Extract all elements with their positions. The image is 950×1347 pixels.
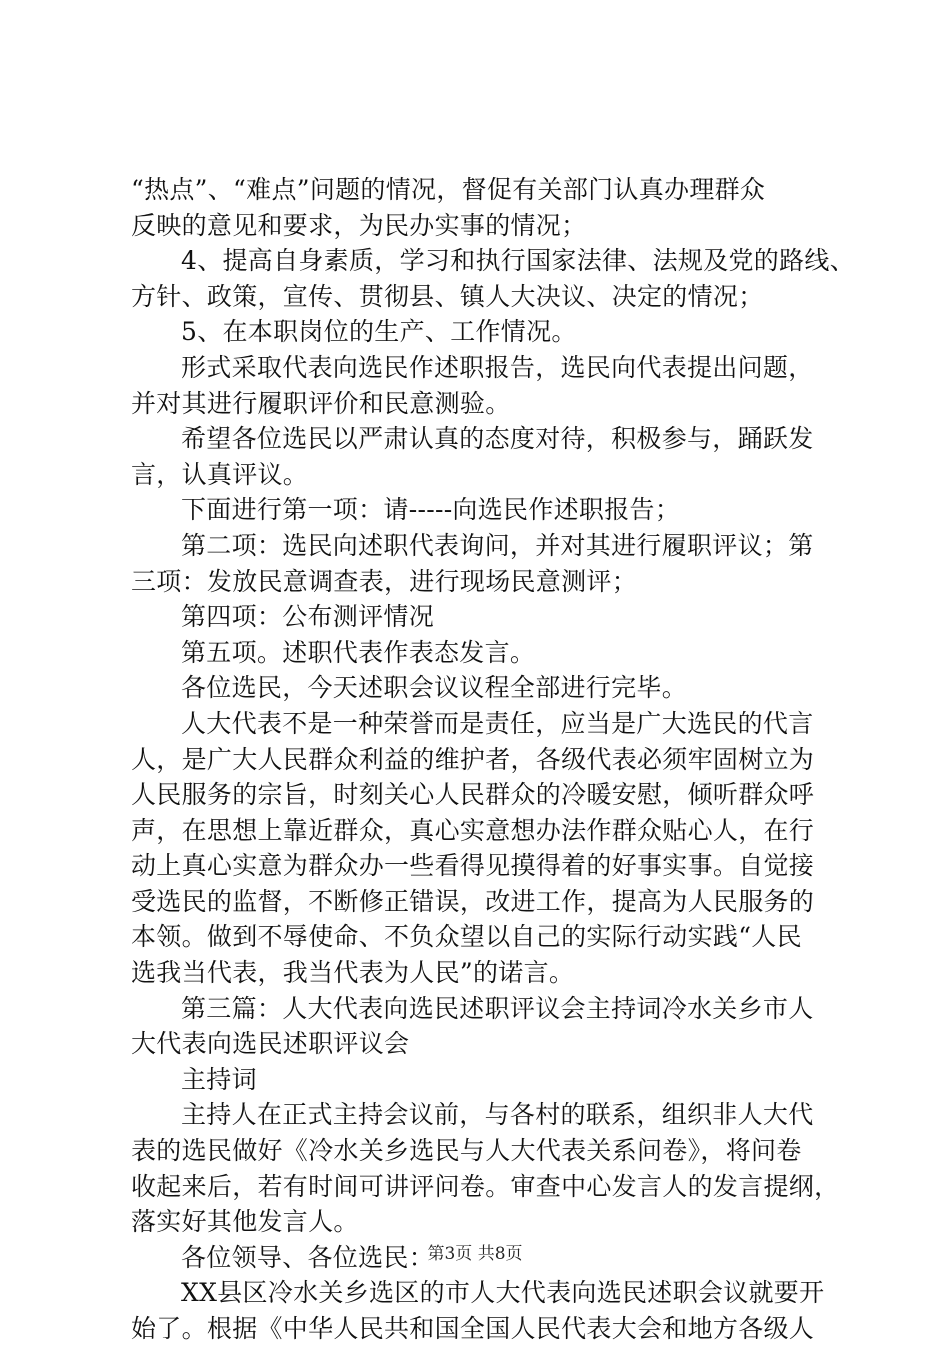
text-line: 第四项：公布测评情况 [181, 602, 435, 632]
text-line: “热点”、“难点”问题的情况，督促有关部门认真办理群众 [131, 175, 766, 204]
text-line: 方针、政策，宣传、贯彻县、镇人大决议、决定的情况； [131, 281, 764, 311]
text-line: 希望各位选民以严肃认真的态度对待，积极参与，踊跃发 [181, 424, 814, 454]
text-line: 形式采取代表向选民作述职报告，选民向代表提出问题， [181, 352, 814, 382]
text-line: 主持人在正式主持会议前，与各村的联系，组织非人大代 [181, 1100, 814, 1130]
text-line: 选我当代表，我当代表为人民”的诺言。 [131, 958, 575, 988]
text-line: 表的选民做好《冷水关乡选民与人大代表关系问卷》，将问卷 [131, 1136, 802, 1166]
text-line: 人大代表不是一种荣誉而是责任，应当是广大选民的代言 [181, 708, 814, 738]
text-line: 三项：发放民意调查表，进行现场民意测评； [131, 566, 638, 596]
text-line: 始了。根据《中华人民共和国全国人民代表大会和地方各级人 [131, 1314, 815, 1343]
text-line: 第二项：选民向述职代表询问，并对其进行履职评议；第 [181, 530, 814, 560]
text-line: 收起来后，若有时间可讲评问卷。审查中心发言人的发言提纲， [131, 1171, 840, 1201]
text-line: 本领。做到不辱使命、不负众望以自己的实际行动实践“人民 [131, 922, 802, 952]
text-line: 落实好其他发言人。 [131, 1207, 359, 1237]
text-line: XX县区冷水关乡选区的市人大代表向选民述职会议就要开 [181, 1278, 825, 1308]
text-line: 声，在思想上靠近群众，真心实意想办法作群众贴心人，在行 [131, 815, 815, 845]
text-line: 第五项。述职代表作表态发言。 [181, 637, 536, 667]
text-line: 动上真心实意为群众办一些看得见摸得着的好事实事。自觉接 [131, 851, 815, 881]
text-line: 人民服务的宗旨，时刻关心人民群众的冷暖安慰，倾听群众呼 [131, 780, 815, 810]
text-line: 主持词 [181, 1064, 257, 1094]
text-line: 人，是广大人民群众利益的维护者，各级代表必须牢固树立为 [131, 744, 815, 774]
text-line: 并对其进行履职评价和民意测验。 [131, 388, 511, 418]
text-line: 言，认真评议。 [131, 459, 309, 489]
page-footer: 第3页 共8页 [427, 1244, 523, 1264]
text-line: 4、提高自身素质，学习和执行国家法律、法规及党的路线、 [181, 246, 856, 276]
text-line: 下面进行第一项：请-----向选民作述职报告； [181, 495, 681, 525]
text-line: 5、在本职岗位的生产、工作情况。 [181, 317, 577, 347]
text-line: 各位领导、各位选民： [181, 1242, 435, 1272]
document-body [131, 172, 856, 1347]
text-line: 反映的意见和要求，为民办实事的情况； [131, 210, 587, 240]
text-line: 大代表向选民述职评议会 [131, 1029, 410, 1059]
text-line: 受选民的监督，不断修正错误，改进工作，提高为人民服务的 [131, 886, 815, 916]
text-line: 第三篇：人大代表向选民述职评议会主持词冷水关乡市人 [181, 993, 814, 1023]
text-line: 各位选民，今天述职会议议程全部进行完毕。 [181, 673, 688, 703]
